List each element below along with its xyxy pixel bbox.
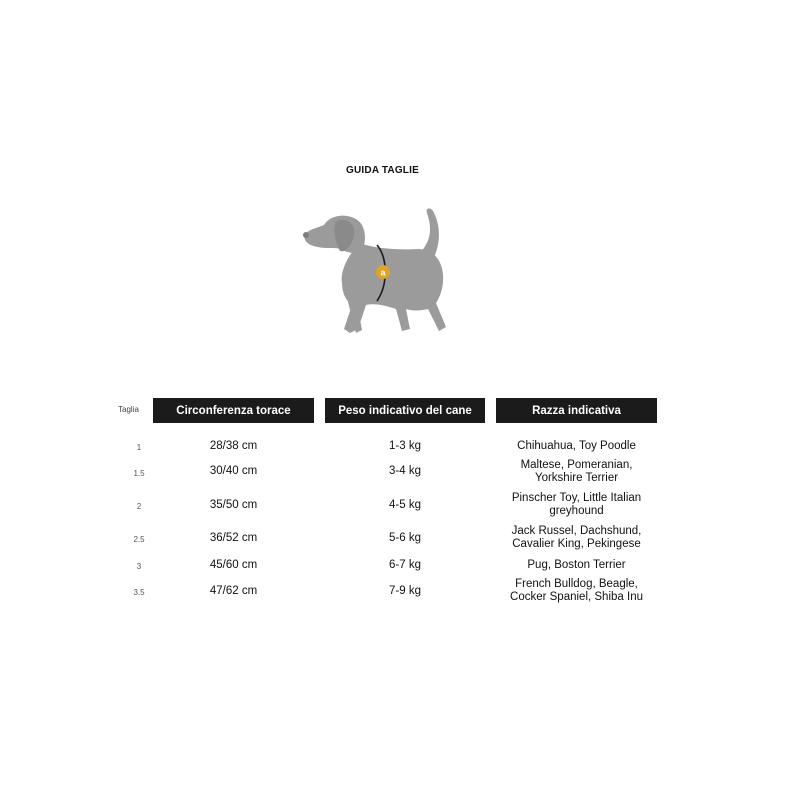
chest-cell: 35/50 cm <box>209 499 258 511</box>
weight-cell: 5-6 kg <box>389 532 421 544</box>
breed-line: Chihuahua, Toy Poodle <box>517 440 636 452</box>
chest-cell: 30/40 cm <box>209 465 258 477</box>
breed-cell <box>496 440 657 453</box>
size-cell: 1.5 <box>133 469 145 478</box>
header-weight: Peso indicativo del cane <box>325 398 485 423</box>
size-cell: 2 <box>136 502 142 511</box>
chest-cell: 45/60 cm <box>209 559 258 571</box>
breed-line: Yorkshire Terrier <box>534 472 619 484</box>
breed-line: Pinscher Toy, Little Italian <box>511 492 642 504</box>
size-cell: 2.5 <box>133 535 145 544</box>
breed-line: Maltese, Pomeranian, <box>520 459 633 471</box>
chest-cell: 47/62 cm <box>209 585 258 597</box>
weight-cell: 3-4 kg <box>389 465 421 477</box>
breed-line: greyhound <box>549 505 604 517</box>
size-cell: 3.5 <box>133 588 145 597</box>
breed-cell <box>496 559 657 572</box>
dog-illustration <box>300 205 460 340</box>
page-title: GUIDA TAGLIE <box>346 165 419 176</box>
breed-line: Cavalier King, Pekingese <box>512 538 641 550</box>
size-column-label: Taglia <box>118 405 139 414</box>
weight-cell: 6-7 kg <box>389 559 421 571</box>
chest-marker-label: a <box>380 267 386 278</box>
size-cell: 3 <box>136 562 142 571</box>
breed-line: Pug, Boston Terrier <box>527 559 626 571</box>
chest-cell: 36/52 cm <box>209 532 258 544</box>
breed-cell <box>496 492 657 518</box>
weight-cell: 7-9 kg <box>389 585 421 597</box>
header-breed: Razza indicativa <box>496 398 657 423</box>
header-chest: Circonferenza torace <box>153 398 314 423</box>
dog-silhouette <box>300 205 460 340</box>
size-cell: 1 <box>136 443 142 452</box>
breed-line: Cocker Spaniel, Shiba Inu <box>510 591 643 603</box>
breed-cell <box>496 525 657 551</box>
breed-cell <box>496 578 657 604</box>
weight-cell: 1-3 kg <box>389 440 421 452</box>
breed-cell <box>496 459 657 485</box>
chest-cell: 28/38 cm <box>209 440 258 452</box>
weight-cell: 4-5 kg <box>389 499 421 511</box>
breed-line: French Bulldog, Beagle, <box>515 578 638 590</box>
breed-line: Jack Russel, Dachshund, <box>511 525 642 537</box>
